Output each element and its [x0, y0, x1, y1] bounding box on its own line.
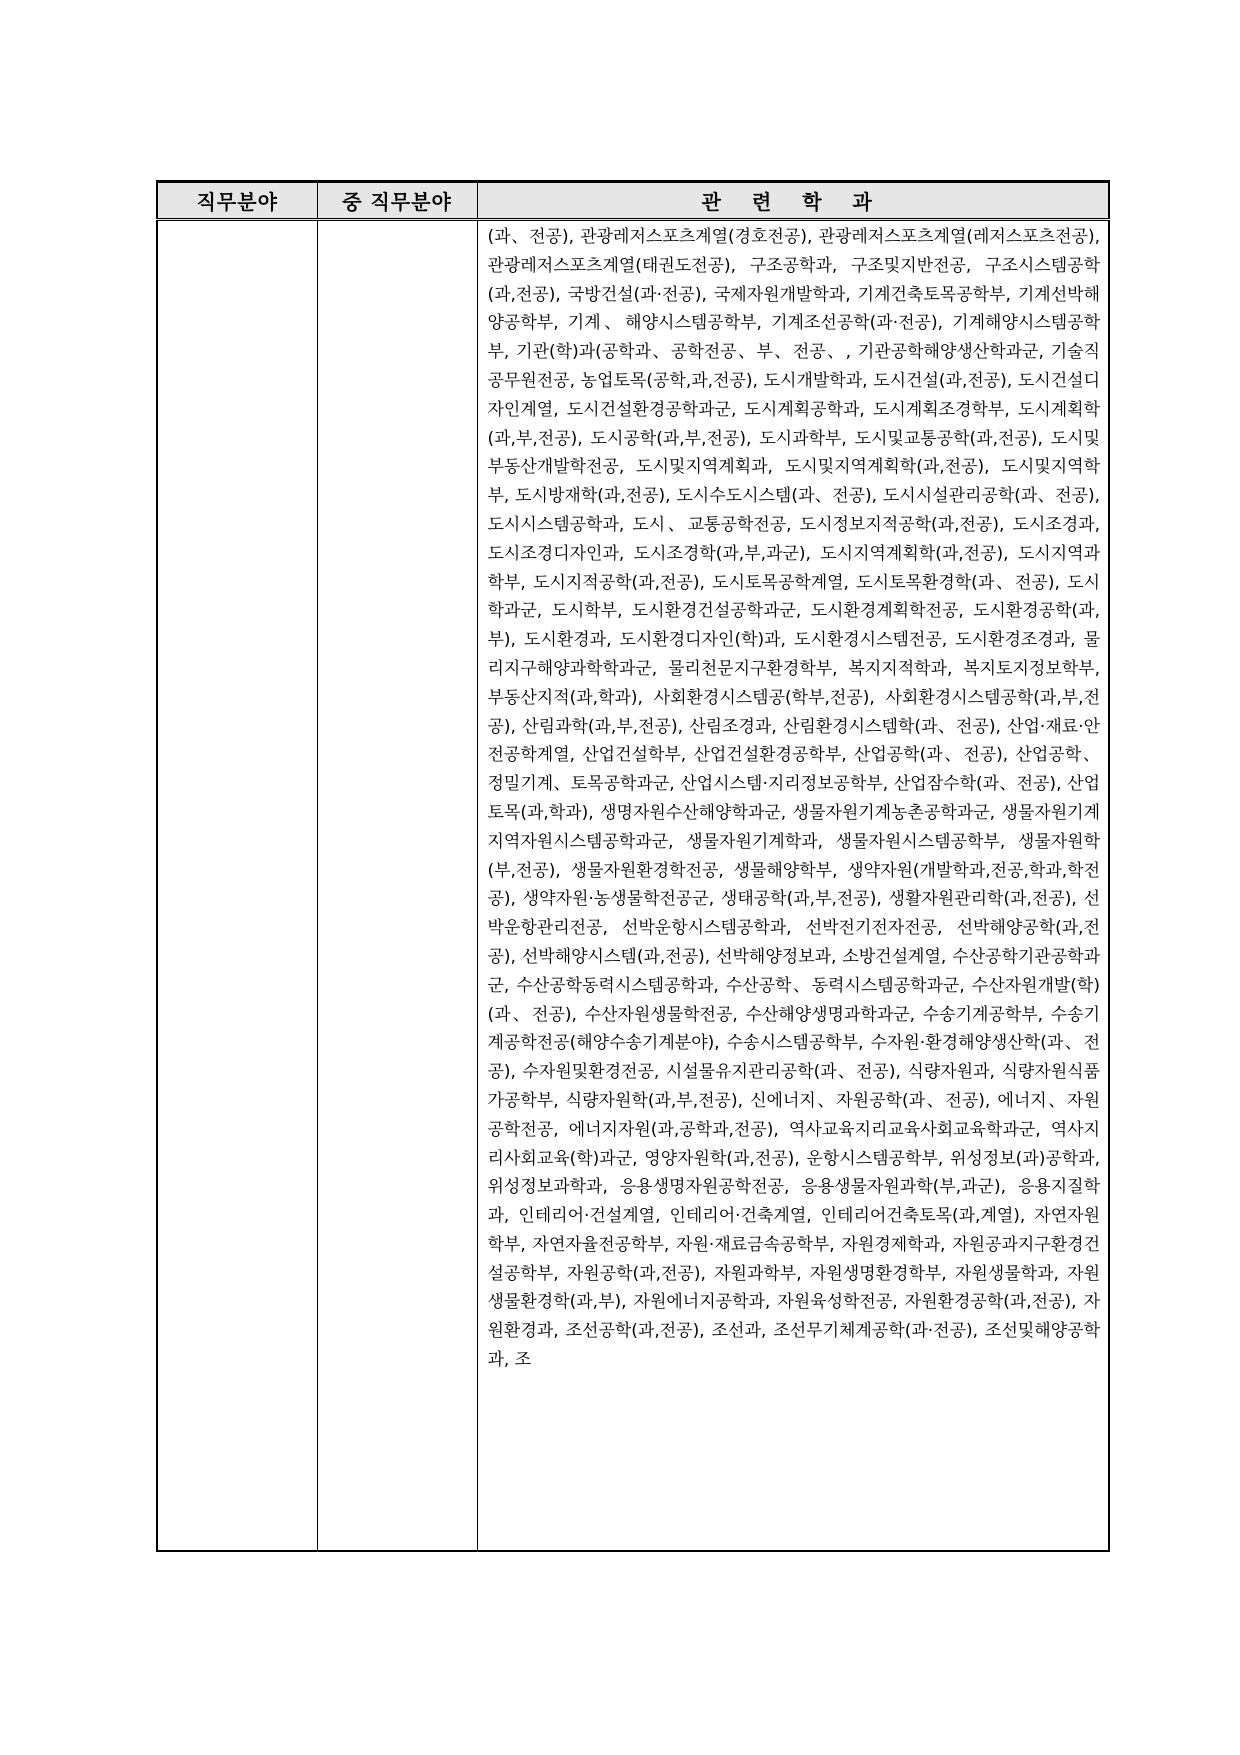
cell-sub-job-field — [317, 220, 477, 1552]
header-job-field: 직무분야 — [157, 182, 317, 220]
department-table — [156, 180, 1110, 1552]
header-sub-job-field: 중 직무분야 — [317, 182, 477, 220]
cell-related-departments — [477, 220, 1109, 1552]
cell-job-field — [157, 220, 317, 1552]
related-departments-text: (과、전공), 관광레저스포츠계열(경호전공), 관광레저스포츠계열(레저스포츠전공), 관광레저스포츠계열(태권도전공), 구조공학과, 구조및지반전공, 구조시스템공학(과,전공), 국방건설(과·전공), 국제자원개발학과, 기계건축토목공학부, 기계선박해양공학부, 기계、해양시스템공학부, 기계조선공학(과·전공), 기계해양시스템공학부, 기관(학)과(공학과、공학전공、부、전공、, 기관공학해양생산학과군, 기술직공무원전공, 농업토목(공학,과,전공), 도시개발학과, 도시건설(과,전공), 도시건설디자인계열, 도시건설환경공학과군, 도시계획공학과, 도시계획조경학부, 도시계획학(과,부,전공), 도시공학(과,부,전공), 도시과학부, 도시및교통공학(과,전공), 도시및부동산개발학전공, 도시및지역계획과, 도시및지역계획학(과,전공), 도시및지역학부, 도시방재학(과,전공), 도시수도시스템(과、전공), 도시시설관리공학(과、전공), 도시시스템공학과, 도시、교통공학전공, 도시정보지적공학(과,전공), 도시조경과, 도시조경디자인과, 도시조경학(과,부,과군), 도시지역계획학(과,전공), 도시지역과학부, 도시지적공학(과,전공), 도시토목공학계열, 도시토목환경학(과、전공), 도시학과군, 도시학부, 도시환경건설공학과군, 도시환경계획학전공, 도시환경공학(과,부), 도시환경과, 도시환경디자인(학)과, 도시환경시스템전공, 도시환경조경과, 물리지구해양과학학과군, 물리천문지구환경학부, 복지지적학과, 복지토지정보학부, 부동산지적(과,학과), 사회환경시스템공(학부,전공), 사회환경시스템공학(과,부,전공), 산림과학(과,부,전공), 산림조경과, 산림환경시스템학(과、전공), 산업·재료·안전공학계열, 산업건설학부, 산업건설환경공학부, 산업공학(과、전공), 산업공학、정밀기계、토목공학과군, 산업시스템·지리정보공학부, 산업잠수학(과、전공), 산업토목(과,학과), 생명자원수산해양학과군, 생물자원기계농촌공학과군, 생물자원기계지역자원시스템공학과군, 생물자원기계학과, 생물자원시스템공학부, 생물자원학(부,전공), 생물자원환경학전공, 생물해양학부, 생약자원(개발학과,전공,학과,학전공), 생약자원·농생물학전공군, 생태공학(과,부,전공), 생활자원관리학(과,전공), 선박운항관리전공, 선박운항시스템공학과, 선박전기전자전공, 선박해양공학(과,전공), 선박해양시스템(과,전공), 선박해양정보과, 소방건설계열, 수산공학기관공학과군, 수산공학동력시스템공학과, 수산공학、동력시스템공학과군, 수산자원개발(학)(과、전공), 수산자원생물학전공, 수산해양생명과학과군, 수송기계공학부, 수송기계공학전공(해양수송기계분야), 수송시스템공학부, 수자원·환경해양생산학(과、전공), 수자원및환경전공, 시설물유지관리공학(과、전공), 식량자원과, 식량자원식품가공학부, 식량자원학(과,부,전공), 신에너지、자원공학(과、전공), 에너지、자원공학전공, 에너지자원(과,공학과,전공), 역사교육지리교육사회교육학과군, 역사지리사회교육(학)과군, 영양자원학(과,전공), 운항시스템공학부, 위성정보(과)공학과, 위성정보과학과, 응용생명자원공학전공, 응용생물자원과학(부,과군), 응용지질학과, 인테리어·건설계열, 인테리어·건축계열, 인테리어건축토목(과,계열), 자연자원학부, 자연자율전공학부, 자원·재료금속공학부, 자원경제학과, 자원공과지구환경건설공학부, 자원공학(과,전공), 자원과학부, 자원생명환경학부, 자원생물학과, 자원생물환경학(과,부), 자원에너지공학과, 자원육성학전공, 자원환경공학(과,전공), 자원환경과, 조선공학(과,전공), 조선과, 조선무기체계공학(과·전공), 조선및해양공학과, 조 — [487, 227, 1100, 1371]
header-related-departments: 관 련 학 과 — [477, 182, 1109, 220]
table-header-row — [157, 182, 1109, 220]
table-row — [157, 220, 1109, 1552]
